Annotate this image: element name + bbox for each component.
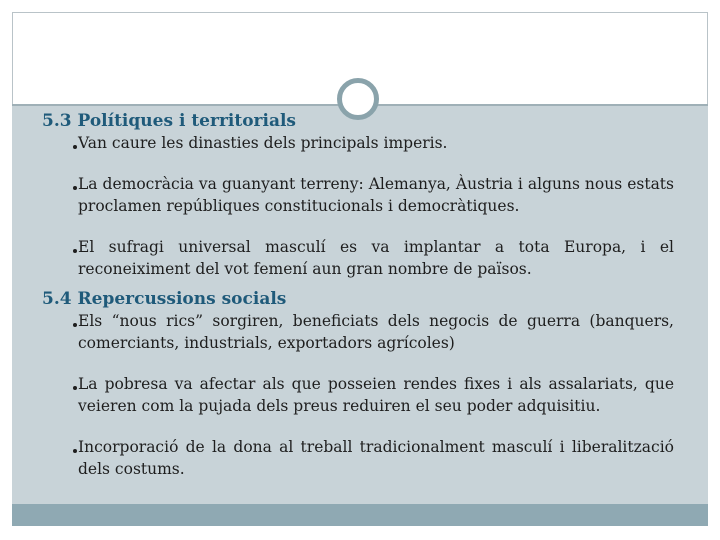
slide-body [42, 110, 674, 480]
list-item-text: Els “nous rics” sorgiren, beneficiats dels negocis de guerra (banquers, comerciants, industrials, exportadors agrícoles) [78, 312, 674, 352]
section-heading-politiques: 5.3 Polítiques i territorials [42, 111, 297, 131]
bullet-icon [73, 386, 77, 390]
list-item [78, 373, 674, 417]
bullet-icon [73, 145, 77, 149]
bullet-icon [73, 449, 77, 453]
list-item [78, 236, 674, 280]
list-item [78, 436, 674, 480]
list-item-text: Van caure les dinasties dels principals imperis. [78, 134, 448, 152]
list-item-text: La democràcia va guanyant terreny: Alemanya, Àustria i alguns nous estats proclamen repúbliques constitucionals i democràtiques. [78, 175, 674, 215]
list-item [78, 310, 674, 354]
bullet-icon [73, 323, 77, 327]
list-item-text: La pobresa va afectar als que posseien rendes fixes i als assalariats, que veieren com la pujada dels preus reduiren el seu poder adquisitiu. [78, 375, 674, 415]
bullet-icon [73, 186, 77, 190]
footer-band [12, 504, 708, 526]
list-item-text: Incorporació de la dona al treball tradicionalment masculí i liberalització dels costums. [78, 438, 674, 478]
bullet-icon [73, 249, 77, 253]
list-item [78, 173, 674, 217]
list-item [78, 132, 674, 154]
list-item-text: El sufragi universal masculí es va implantar a tota Europa, i el reconeiximent del vot femení aun gran nombre de països. [78, 238, 674, 278]
section-heading-repercussions: 5.4 Repercussions socials [42, 289, 287, 309]
